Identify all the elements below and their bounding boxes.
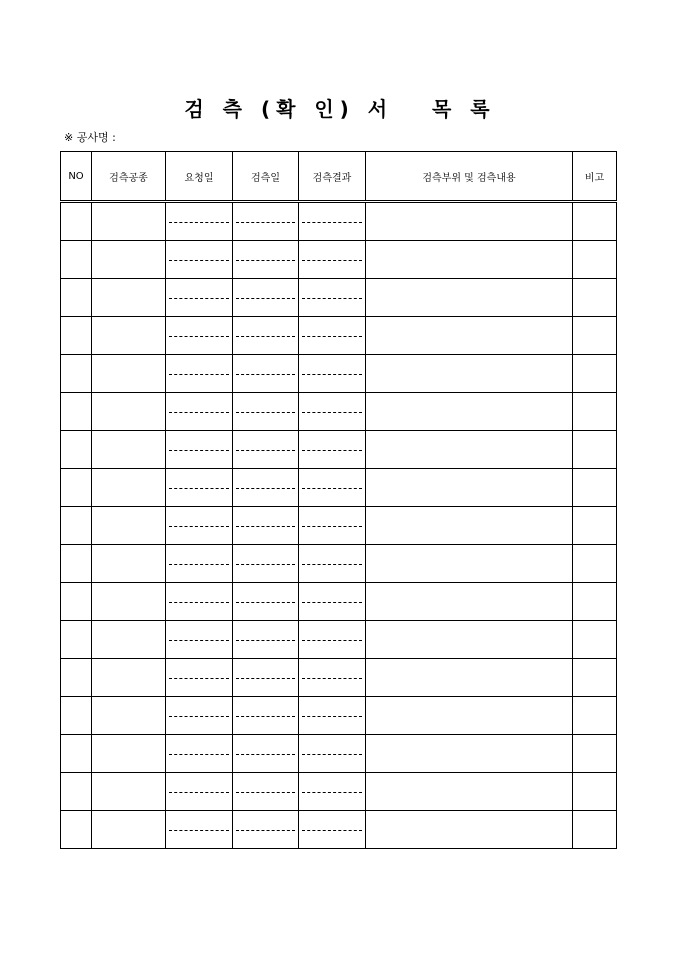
cell-inspection-type <box>92 545 166 583</box>
cell-request-date <box>166 355 233 393</box>
header-no: NO <box>61 152 92 202</box>
cell-no <box>61 545 92 583</box>
cell-remarks <box>573 697 617 735</box>
cell-no <box>61 697 92 735</box>
cell-no <box>61 735 92 773</box>
cell-inspection-area-content <box>366 355 573 393</box>
cell-inspection-type <box>92 202 166 241</box>
table-row <box>61 545 617 583</box>
cell-request-date <box>166 811 233 849</box>
cell-inspection-type <box>92 735 166 773</box>
cell-inspection-type <box>92 621 166 659</box>
cell-inspection-type <box>92 355 166 393</box>
cell-inspection-result <box>299 241 366 279</box>
table-row <box>61 659 617 697</box>
cell-inspection-date <box>233 202 299 241</box>
cell-inspection-area-content <box>366 735 573 773</box>
cell-inspection-date <box>233 735 299 773</box>
header-inspection-type: 검측공종 <box>92 152 166 202</box>
header-inspection-date: 검측일 <box>233 152 299 202</box>
table-row <box>61 279 617 317</box>
cell-request-date <box>166 773 233 811</box>
cell-remarks <box>573 393 617 431</box>
table-row <box>61 431 617 469</box>
cell-inspection-date <box>233 241 299 279</box>
table-row <box>61 621 617 659</box>
cell-remarks <box>573 317 617 355</box>
cell-inspection-type <box>92 279 166 317</box>
cell-inspection-result <box>299 431 366 469</box>
table-row <box>61 811 617 849</box>
cell-remarks <box>573 735 617 773</box>
cell-no <box>61 583 92 621</box>
cell-inspection-date <box>233 355 299 393</box>
cell-remarks <box>573 431 617 469</box>
cell-inspection-result <box>299 811 366 849</box>
cell-request-date <box>166 697 233 735</box>
cell-request-date <box>166 431 233 469</box>
header-inspection-result: 검측결과 <box>299 152 366 202</box>
cell-inspection-date <box>233 507 299 545</box>
cell-inspection-area-content <box>366 773 573 811</box>
cell-remarks <box>573 773 617 811</box>
cell-inspection-type <box>92 317 166 355</box>
cell-no <box>61 393 92 431</box>
cell-inspection-area-content <box>366 431 573 469</box>
cell-inspection-type <box>92 811 166 849</box>
cell-inspection-area-content <box>366 621 573 659</box>
cell-inspection-result <box>299 393 366 431</box>
cell-no <box>61 811 92 849</box>
cell-no <box>61 202 92 241</box>
table-row <box>61 317 617 355</box>
cell-remarks <box>573 202 617 241</box>
cell-inspection-type <box>92 241 166 279</box>
cell-no <box>61 279 92 317</box>
cell-inspection-result <box>299 659 366 697</box>
cell-request-date <box>166 469 233 507</box>
cell-inspection-area-content <box>366 317 573 355</box>
cell-no <box>61 431 92 469</box>
cell-inspection-type <box>92 393 166 431</box>
cell-inspection-area-content <box>366 279 573 317</box>
cell-inspection-date <box>233 279 299 317</box>
cell-inspection-area-content <box>366 507 573 545</box>
table-row <box>61 697 617 735</box>
cell-inspection-date <box>233 811 299 849</box>
cell-remarks <box>573 545 617 583</box>
cell-inspection-type <box>92 773 166 811</box>
cell-remarks <box>573 355 617 393</box>
cell-inspection-date <box>233 773 299 811</box>
cell-inspection-date <box>233 659 299 697</box>
cell-inspection-type <box>92 697 166 735</box>
header-request-date: 요청일 <box>166 152 233 202</box>
cell-remarks <box>573 279 617 317</box>
project-name-label: ※ 공사명 : <box>64 131 116 144</box>
cell-inspection-date <box>233 469 299 507</box>
table-row <box>61 507 617 545</box>
cell-no <box>61 241 92 279</box>
cell-inspection-area-content <box>366 659 573 697</box>
cell-no <box>61 773 92 811</box>
cell-request-date <box>166 317 233 355</box>
cell-inspection-result <box>299 469 366 507</box>
table-row <box>61 735 617 773</box>
cell-inspection-result <box>299 697 366 735</box>
cell-remarks <box>573 241 617 279</box>
table-row <box>61 202 617 241</box>
cell-remarks <box>573 659 617 697</box>
cell-request-date <box>166 545 233 583</box>
table-row <box>61 241 617 279</box>
cell-inspection-area-content <box>366 241 573 279</box>
cell-request-date <box>166 735 233 773</box>
cell-request-date <box>166 393 233 431</box>
cell-inspection-area-content <box>366 393 573 431</box>
cell-no <box>61 469 92 507</box>
cell-inspection-date <box>233 697 299 735</box>
cell-inspection-result <box>299 735 366 773</box>
table-row <box>61 773 617 811</box>
cell-request-date <box>166 621 233 659</box>
cell-request-date <box>166 507 233 545</box>
cell-inspection-type <box>92 583 166 621</box>
cell-inspection-result <box>299 621 366 659</box>
table-row <box>61 393 617 431</box>
cell-inspection-result <box>299 202 366 241</box>
header-remarks: 비고 <box>573 152 617 202</box>
cell-inspection-area-content <box>366 469 573 507</box>
cell-no <box>61 355 92 393</box>
cell-inspection-date <box>233 317 299 355</box>
cell-inspection-result <box>299 545 366 583</box>
cell-no <box>61 659 92 697</box>
cell-inspection-date <box>233 621 299 659</box>
cell-inspection-area-content <box>366 811 573 849</box>
cell-inspection-area-content <box>366 697 573 735</box>
cell-remarks <box>573 507 617 545</box>
cell-inspection-date <box>233 583 299 621</box>
cell-request-date <box>166 202 233 241</box>
cell-inspection-result <box>299 507 366 545</box>
cell-inspection-area-content <box>366 583 573 621</box>
cell-inspection-type <box>92 507 166 545</box>
cell-inspection-area-content <box>366 545 573 583</box>
cell-no <box>61 507 92 545</box>
cell-inspection-type <box>92 469 166 507</box>
inspection-list-table <box>60 151 617 849</box>
cell-request-date <box>166 279 233 317</box>
cell-no <box>61 317 92 355</box>
cell-inspection-result <box>299 773 366 811</box>
cell-inspection-result <box>299 583 366 621</box>
table-header-row <box>61 152 617 202</box>
cell-request-date <box>166 659 233 697</box>
table-row <box>61 469 617 507</box>
header-inspection-area-content: 검측부위 및 검측내용 <box>366 152 573 202</box>
cell-no <box>61 621 92 659</box>
cell-inspection-result <box>299 317 366 355</box>
table-row <box>61 355 617 393</box>
table-row <box>61 583 617 621</box>
document-title: 검 측 (확 인) 서 목 록 <box>184 97 496 121</box>
cell-remarks <box>573 469 617 507</box>
cell-remarks <box>573 811 617 849</box>
cell-request-date <box>166 241 233 279</box>
cell-inspection-type <box>92 659 166 697</box>
cell-remarks <box>573 621 617 659</box>
cell-inspection-date <box>233 431 299 469</box>
cell-inspection-result <box>299 279 366 317</box>
cell-remarks <box>573 583 617 621</box>
cell-inspection-area-content <box>366 202 573 241</box>
cell-inspection-type <box>92 431 166 469</box>
cell-inspection-date <box>233 393 299 431</box>
cell-request-date <box>166 583 233 621</box>
cell-inspection-date <box>233 545 299 583</box>
cell-inspection-result <box>299 355 366 393</box>
